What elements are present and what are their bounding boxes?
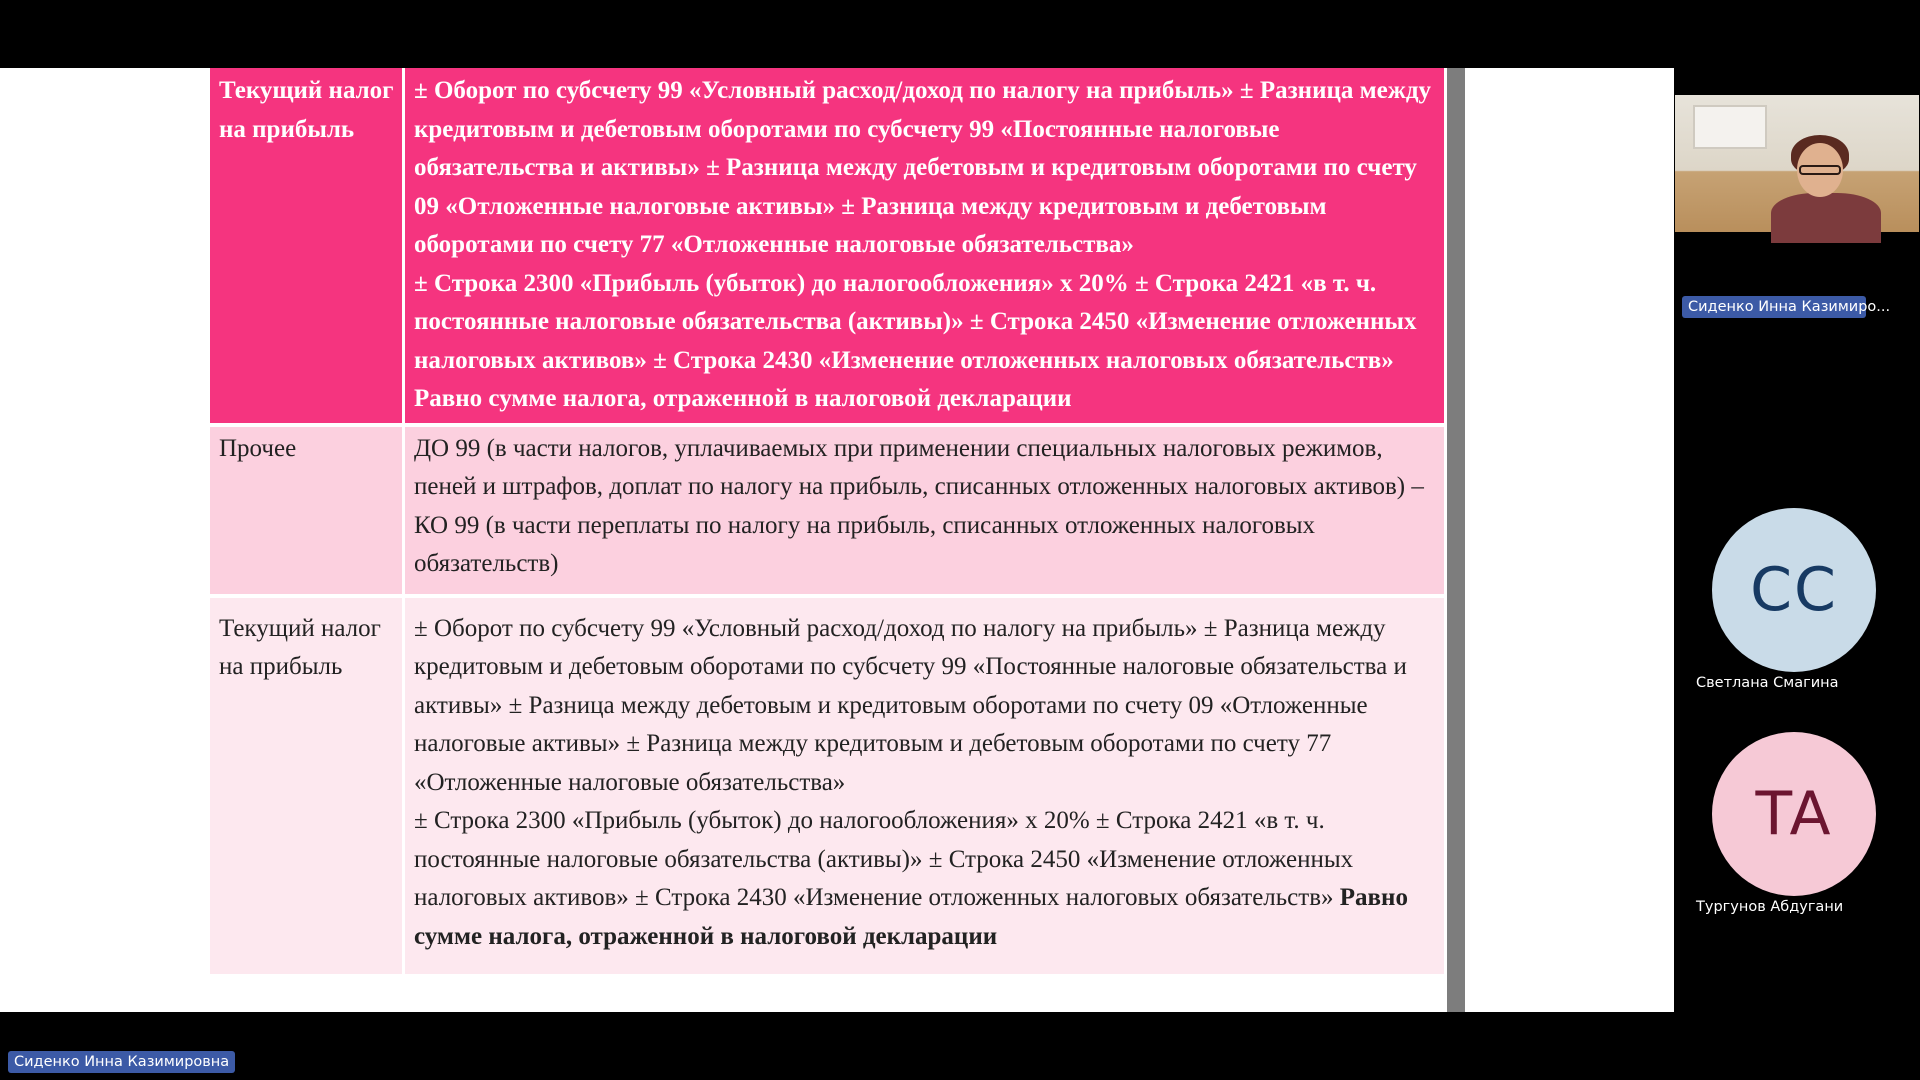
participant-name: Тургунов Абдугани (1696, 899, 1844, 915)
slide-edge (1447, 68, 1465, 1012)
content-line: ДО 99 (в части налогов, уплачиваемых при применении специальных налоговых режимов, пеней и штрафов, доплат по налогу на прибыль, списанных отложенных налоговых активов) – КО 99 (в части переплаты по налогу на прибыль, списанных отложенных налоговых обязательств) (414, 434, 1424, 577)
participant-name: Светлана Смагина (1696, 675, 1839, 691)
content-line: ± Оборот по субсчету 99 «Условный расход/доход по налогу на прибыль» ± Разница между кредитовым и дебетовым оборотами по субсчету 99 «Постоянные налоговые обязательства и активы» ± Разница между дебетовым и кредитовым оборотами по счету 09 «Отложенные налоговые активы» ± Разница между кредитовым и дебетовым оборотами по счету 77 «Отложенные налоговые обязательства» (414, 614, 1407, 796)
content-text-bold: Равно сумме налога, отраженной в налоговой декларации (414, 884, 1408, 950)
speaker-name-tag: Сиденко Инна Казимировна (8, 1051, 235, 1073)
video-name-tag: Сиденко Инна Казимиро... (1682, 296, 1866, 318)
whiteboard (1693, 105, 1767, 149)
row-label: Текущий налог на прибыль (210, 68, 404, 425)
glasses (1799, 165, 1841, 175)
participant-video[interactable] (1675, 95, 1919, 232)
person-body (1771, 193, 1881, 243)
row-content (404, 425, 1446, 596)
content-text: ± Строка 2300 «Прибыль (убыток) до налогообложения» х 20% ± Строка 2421 «в т. ч. постоянные налоговые обязательства (активы)» ± Строка 2450 «Изменение отложенных налоговых активов» ± Строка 2430 «Изменение отложенных налоговых обязательств» (414, 807, 1354, 911)
avatar-initials: CC (1750, 555, 1838, 625)
avatar[interactable] (1712, 508, 1876, 672)
avatar-initials: TA (1755, 779, 1833, 849)
tax-table (210, 68, 1447, 978)
shared-slide (0, 68, 1674, 1012)
content-line: ± Оборот по субсчету 99 «Условный расход/доход по налогу на прибыль» ± Разница между кредитовым и дебетовым оборотами по субсчету 99 «Постоянные налоговые обязательства и активы» ± Разница между дебетовым и кредитовым оборотами по счету 09 «Отложенные налоговые активы» ± Разница между кредитовым и дебетовым оборотами по счету 77 «Отложенные налоговые обязательства» (414, 77, 1432, 258)
row-label: Текущий налог на прибыль (210, 596, 404, 976)
content-line (414, 802, 1436, 956)
row-content (404, 596, 1446, 976)
avatar[interactable] (1712, 732, 1876, 896)
row-label: Прочее (210, 425, 404, 596)
row-content (404, 68, 1446, 425)
table-row (210, 425, 1446, 596)
table-row (210, 596, 1446, 976)
content-line: ± Строка 2300 «Прибыль (убыток) до налогообложения» х 20% ± Строка 2421 «в т. ч. постоянные налоговые обязательства (активы)» ± Строка 2450 «Изменение отложенных налоговых активов» ± Строка 2430 «Изменение отложенных налоговых обязательств» Равно сумме налога, отраженной в налоговой декларации (414, 269, 1417, 412)
table-row (210, 68, 1446, 425)
